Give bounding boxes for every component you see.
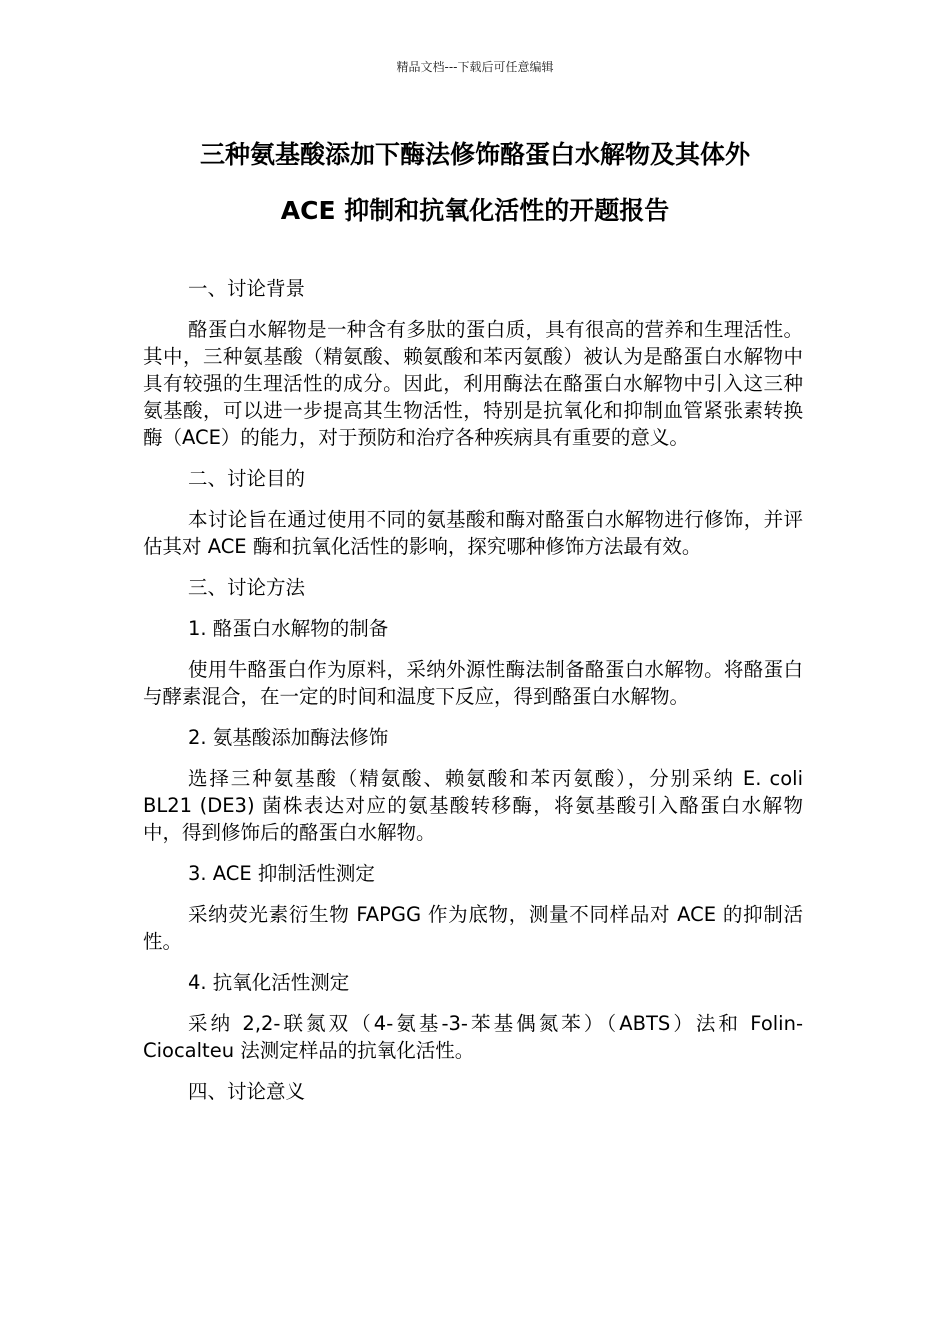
- section-heading-significance: 四、讨论意义: [188, 1080, 306, 1103]
- section-heading-purpose: 二、讨论目的: [188, 467, 306, 490]
- document-body: [143, 275, 803, 1119]
- method-heading-preparation: 1. 酪蛋白水解物的制备: [188, 617, 389, 640]
- section-heading-methods: 三、讨论方法: [188, 576, 306, 599]
- paragraph-preparation: 使用牛酪蛋白作为原料，采纳外源性酶法制备酪蛋白水解物。将酪蛋白与酵素混合，在一定的时间和温度下反应，得到酪蛋白水解物。: [143, 658, 803, 708]
- document-title-line-1: 三种氨基酸添加下酶法修饰酪蛋白水解物及其体外: [199, 140, 750, 169]
- paragraph-modification: 选择三种氨基酸（精氨酸、赖氨酸和苯丙氨酸），分别采纳 E. coli BL21 (DE3) 菌株表达对应的氨基酸转移酶，将氨基酸引入酪蛋白水解物中，得到修饰后的酪蛋白水解物。: [143, 767, 803, 844]
- paragraph-purpose: 本讨论旨在通过使用不同的氨基酸和酶对酪蛋白水解物进行修饰，并评估其对 ACE 酶和抗氧化活性的影响，探究哪种修饰方法最有效。: [143, 508, 803, 558]
- paragraph-ace-assay: 采纳荧光素衍生物 FAPGG 作为底物，测量不同样品对 ACE 的抑制活性。: [143, 903, 803, 953]
- page-header-note: 精品文档---下载后可任意编辑: [396, 60, 554, 74]
- section-heading-background: 一、讨论背景: [188, 277, 306, 300]
- paragraph-background: 酪蛋白水解物是一种含有多肽的蛋白质，具有很高的营养和生理活性。其中，三种氨基酸（精氨酸、赖氨酸和苯丙氨酸）被认为是酪蛋白水解物中具有较强的生理活性的成分。因此，利用酶法在酪蛋白水解物中引入这三种氨基酸，可以进一步提高其生物活性，特别是抗氧化和抑制血管紧张素转换酶（ACE）的能力，对于预防和治疗各种疾病具有重要的意义。: [143, 318, 803, 449]
- paragraph-antioxidant-assay: 采纳 2,2-联氮双（4-氨基-3-苯基偶氮苯）（ABTS）法和 Folin-Ciocalteu 法测定样品的抗氧化活性。: [143, 1012, 803, 1062]
- method-heading-modification: 2. 氨基酸添加酶法修饰: [188, 726, 389, 749]
- method-heading-antioxidant-assay: 4. 抗氧化活性测定: [188, 971, 350, 994]
- document-title-line-2: ACE 抑制和抗氧化活性的开题报告: [280, 196, 670, 225]
- method-heading-ace-assay: 3. ACE 抑制活性测定: [188, 862, 375, 885]
